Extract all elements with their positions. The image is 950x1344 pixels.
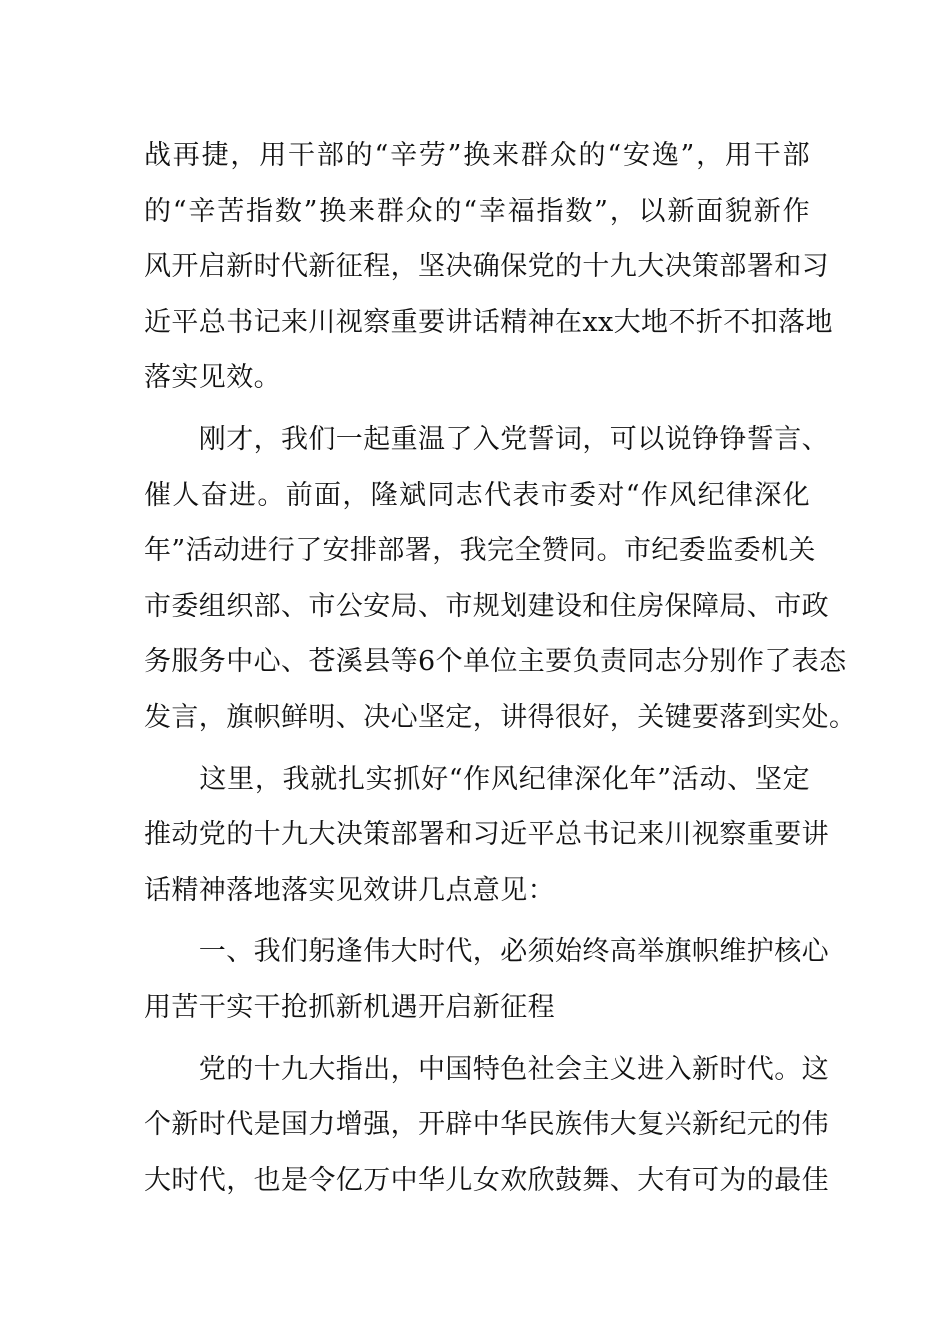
text-line: 催人奋进。前面，隆斌同志代表市委对“作风纪律深化 (144, 479, 810, 511)
text-line: 一、我们躬逢伟大时代，必须始终高举旗帜维护核心 (144, 936, 829, 968)
text-line: 这里，我就扎实抓好“作风纪律深化年”活动、坚定 (144, 763, 810, 795)
text-line: 战再捷，用干部的“辛劳”换来群众的“安逸”，用干部 (144, 140, 810, 171)
text-line: 刚才，我们一起重温了入党誓词，可以说铮铮誓言、 (144, 423, 829, 455)
text-line: 近平总书记来川视察重要讲话精神在xx大地不折不扣落地 (144, 306, 833, 338)
text-line: 党的十九大指出，中国特色社会主义进入新时代。这 (144, 1053, 829, 1085)
text-line: 的“辛苦指数”换来群众的“幸福指数”，以新面貌新作 (144, 195, 810, 227)
paragraph-2 (144, 412, 857, 746)
text-line: 市委组织部、市公安局、市规划建设和住房保障局、市政 (144, 590, 829, 622)
document-body (144, 128, 857, 1208)
paragraph-3 (144, 752, 829, 919)
text-line: 发言，旗帜鲜明、决心坚定，讲得很好，关键要落到实处。 (144, 701, 857, 733)
paragraph-4 (144, 1042, 829, 1209)
text-line: 推动党的十九大决策部署和习近平总书记来川视察重要讲 (144, 819, 829, 851)
text-line: 用苦干实干抢抓新机遇开启新征程 (144, 991, 555, 1023)
text-line: 大时代，也是令亿万中华儿女欢欣鼓舞、大有可为的最佳 (144, 1164, 829, 1196)
section-heading-1 (144, 924, 829, 1035)
text-line: 年”活动进行了安排部署，我完全赞同。市纪委监委机关 (144, 535, 816, 567)
text-line: 落实见效。 (144, 362, 281, 394)
text-line: 个新时代是国力增强，开辟中华民族伟大复兴新纪元的伟 (144, 1109, 829, 1141)
paragraph-1 (144, 128, 833, 406)
text-line: 风开启新时代新征程，坚决确保党的十九大决策部署和习 (144, 251, 829, 283)
text-line: 话精神落地落实见效讲几点意见： (144, 874, 555, 906)
text-line: 务服务中心、苍溪县等6个单位主要负责同志分别作了表态 (144, 646, 847, 678)
